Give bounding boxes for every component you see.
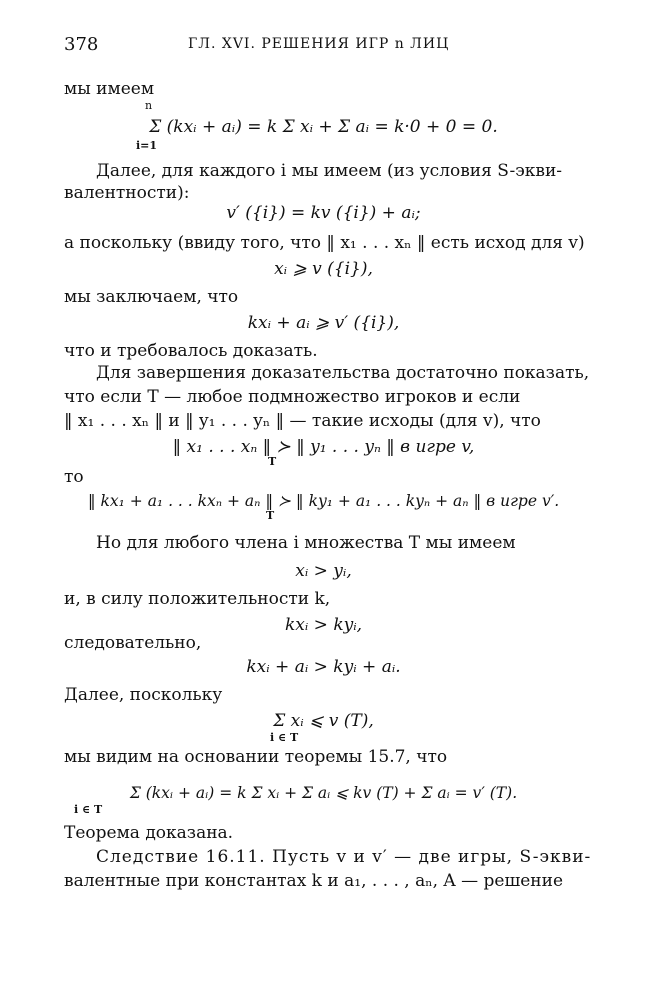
equation-sum-over-T: Σ xᵢ ⩽ v (T), [273,711,374,731]
sum-lower-limit: i ∈ T [74,803,103,816]
equation: v′ ({i}) = kv ({i}) + aᵢ; [226,203,421,223]
text-line: мы имеем [64,79,155,99]
text-line: Но для любого члена i множества T мы имеем [96,533,516,553]
text-line: валентности): [64,183,190,203]
sum-upper-limit: n [145,99,153,112]
corollary-line: Следствие 16.11. Пусть v и v′ — две игры, S-экви- [96,847,592,867]
text-line: что и требовалось доказать. [64,341,318,361]
equation-sum-zero: Σ (kxᵢ + aᵢ) = k Σ xᵢ + Σ aᵢ = k·0 + 0 = 0. [149,117,498,137]
page-header [64,34,584,58]
equation-dominance: ‖ x₁ . . . xₙ ‖ ≻ ‖ y₁ . . . yₙ ‖ в игре v, [172,437,475,457]
text-line: мы заключаем, что [64,287,239,307]
equation-dominance-shifted: ‖ kx₁ + a₁ . . . kxₙ + aₙ ‖ ≻ ‖ ky₁ + a₁ . . . kyₙ + aₙ ‖ в игре v′. [87,492,560,510]
text-line: а поскольку (ввиду того, что ‖ x₁ . . . xₙ ‖ есть исход для v) [64,233,585,253]
text-line: следовательно, [64,633,202,653]
equation: xᵢ ⩾ v ({i}), [274,259,373,279]
sum-lower-limit: i=1 [136,139,158,152]
equation: kxᵢ + aᵢ ⩾ v′ ({i}), [247,313,400,333]
text-line: Далее, для каждого i мы имеем (из условия S-экви- [96,161,563,181]
text-line: валентные при константах k и a₁, . . . , aₙ, A — решение [64,871,564,891]
text-line: Для завершения доказательства достаточно показать, [96,363,590,383]
equation-final-sum: Σ (kxᵢ + aᵢ) = k Σ xᵢ + Σ aᵢ ⩽ kv (T) + Σ aᵢ = v′ (T). [129,784,518,802]
sum-lower-limit: i ∈ T [270,731,299,744]
text-line: Теорема доказана. [64,823,234,843]
page-number: 378 [64,34,99,55]
equation: kxᵢ + aᵢ > kyᵢ + aᵢ. [246,657,401,677]
equation: xᵢ > yᵢ, [295,561,352,581]
dominance-subscript: T [266,509,275,522]
text-line: ‖ x₁ . . . xₙ ‖ и ‖ y₁ . . . yₙ ‖ — такие исходы (для v), что [64,411,541,431]
text-line: Далее, поскольку [64,685,223,705]
text-line: то [64,467,84,487]
text-line: что если T — любое подмножество игроков и если [64,387,521,407]
text-line: и, в силу положительности k, [64,589,331,609]
running-title: ГЛ. XVI. РЕШЕНИЯ ИГР n ЛИЦ [188,36,450,52]
text-line: мы видим на основании теоремы 15.7, что [64,747,448,767]
dominance-subscript: T [268,455,277,468]
equation: kxᵢ > kyᵢ, [284,615,363,635]
